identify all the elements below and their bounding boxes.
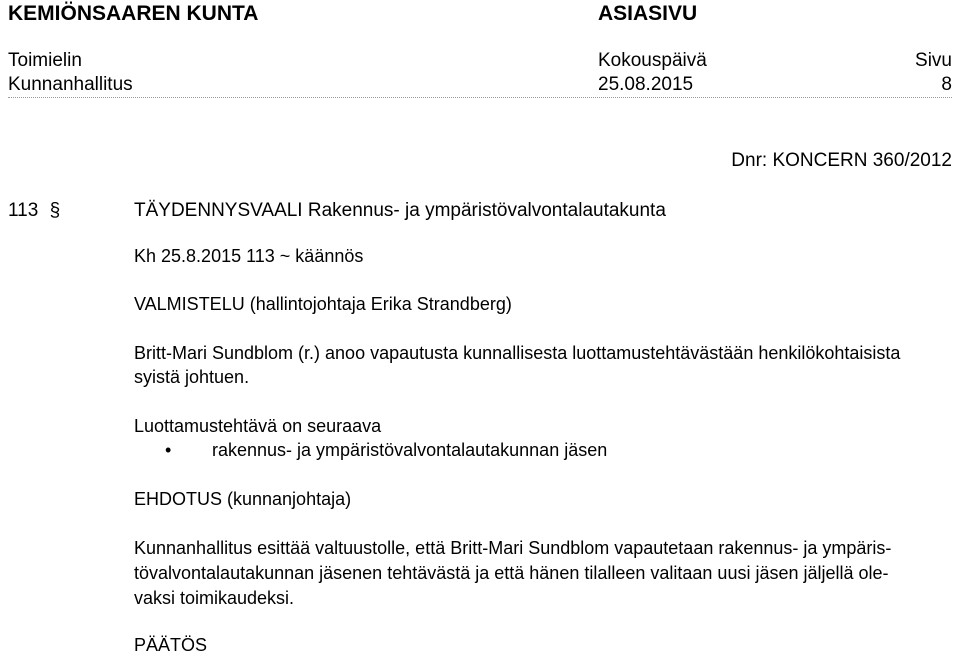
section-sign: §: [49, 200, 61, 221]
header-label-body: Toimielin: [8, 50, 82, 71]
header-value-page: 8: [941, 74, 952, 95]
section-number-value: 113: [8, 200, 39, 221]
proposal-heading: EHDOTUS (kunnanjohtaja): [134, 489, 352, 509]
list-intro: Luottamustehtävä on seuraava: [134, 416, 382, 436]
list-item: rakennus- ja ympäristövalvontalautakunnan jäsen: [212, 440, 608, 460]
preparation-heading: VALMISTELU (hallintojohtaja Erika Strandberg): [134, 294, 512, 314]
section-number: [8, 200, 60, 222]
header-divider: [8, 97, 952, 98]
header-value-body: Kunnanhallitus: [8, 74, 133, 95]
bullet-icon: •: [165, 440, 172, 460]
paragraph-line: syistä johtuen.: [134, 367, 250, 387]
reference-line: Kh 25.8.2015 113 ~ käännös: [134, 246, 364, 266]
decision-heading: PÄÄTÖS: [134, 635, 208, 655]
header-label-page: Sivu: [915, 50, 952, 71]
organization-name: KEMIÖNSAAREN KUNTA: [8, 2, 259, 25]
paragraph-line: Britt-Mari Sundblom (r.) anoo vapautusta kunnallisesta luottamustehtävästään henkilökohtaisista: [134, 343, 901, 363]
document-type: ASIASIVU: [598, 2, 698, 25]
header-value-date: 25.08.2015: [598, 74, 694, 95]
section-title: TÄYDENNYSVAALI Rakennus- ja ympäristövalvontalautakunta: [134, 200, 666, 221]
diary-number: Dnr: KONCERN 360/2012: [731, 150, 952, 171]
proposal-line: vaksi toimikaudeksi.: [134, 588, 295, 608]
proposal-line: Kunnanhallitus esittää valtuustolle, että Britt-Mari Sundblom vapautetaan rakennus- ja ympäris-: [134, 538, 892, 558]
header-label-date: Kokouspäivä: [598, 50, 707, 71]
proposal-line: tövalvontalautakunnan jäsenen tehtävästä ja että hänen tilalleen valitaan uusi jäsen jäljellä ole-: [134, 563, 889, 583]
